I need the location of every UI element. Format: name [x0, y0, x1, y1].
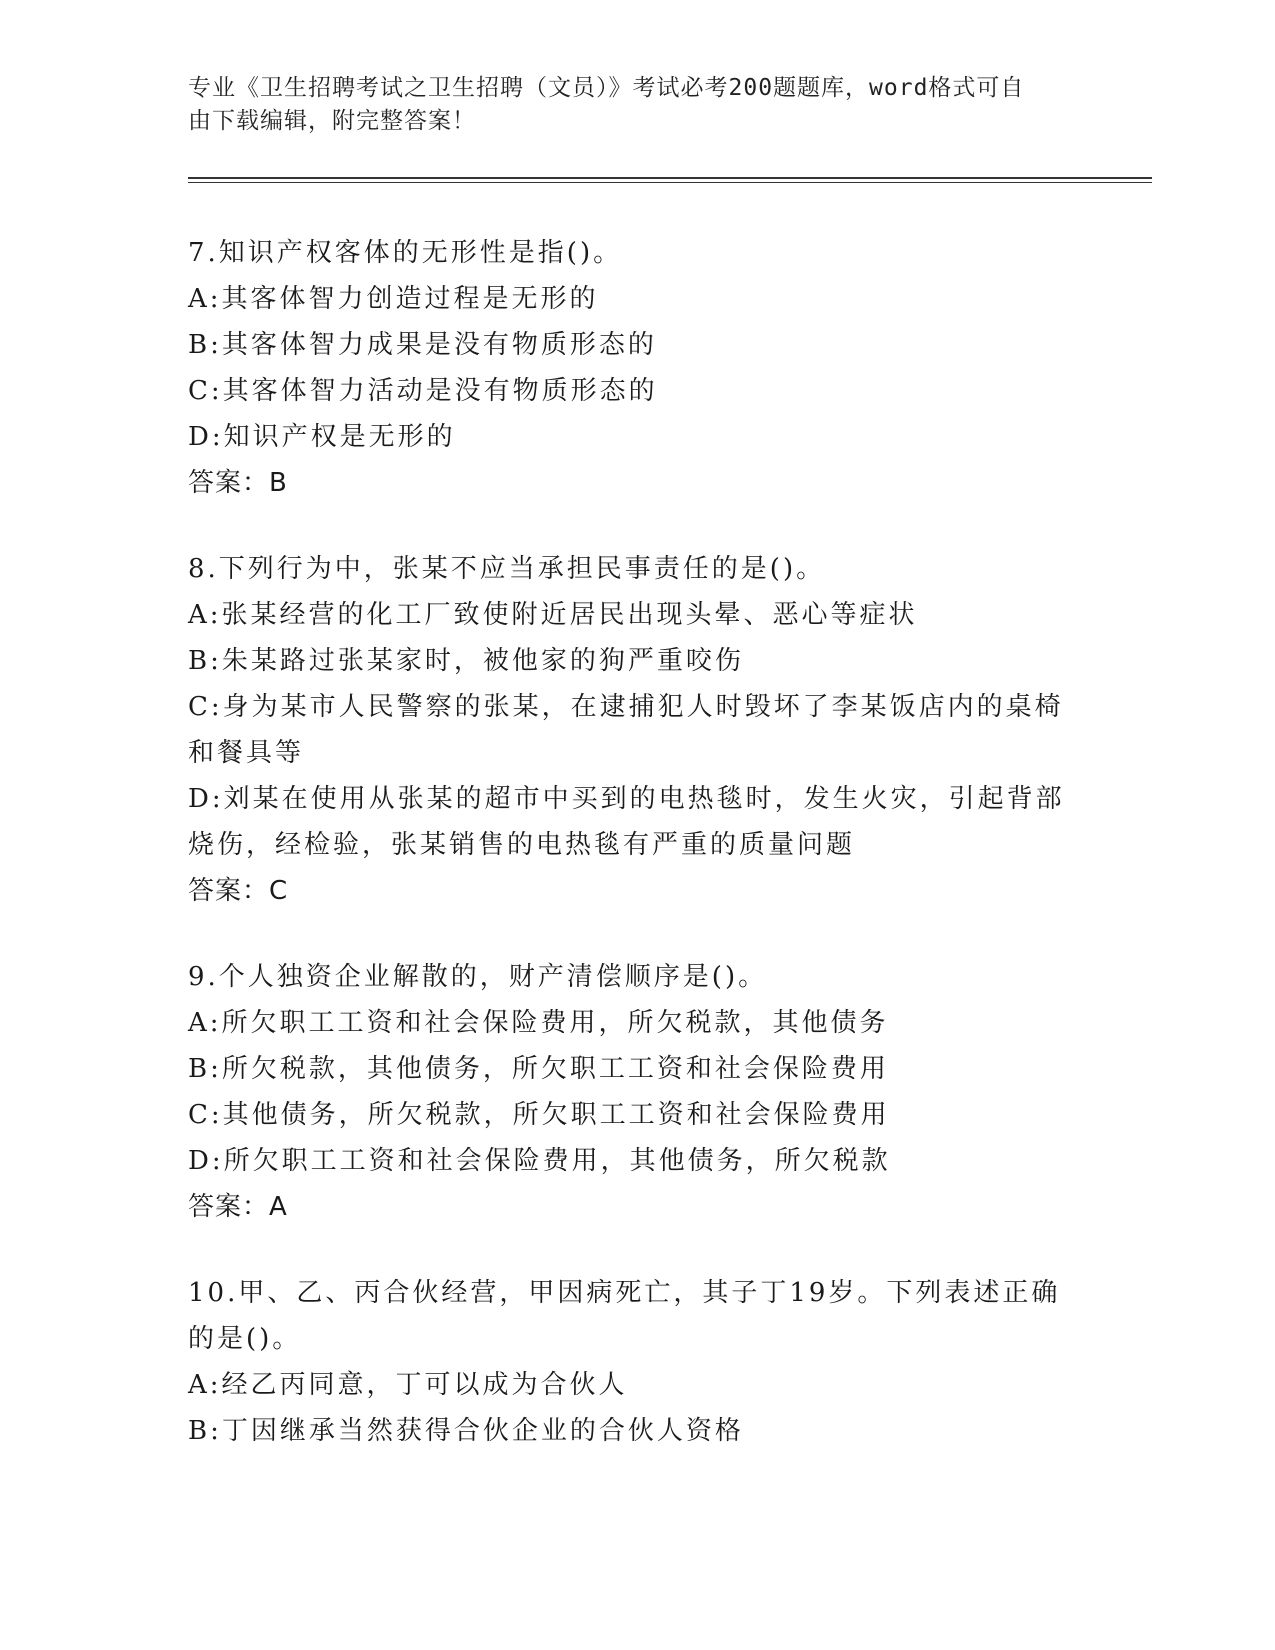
question-stem: 7.知识产权客体的无形性是指()。 [188, 238, 623, 268]
answer-option: B:朱某路过张某家时，被他家的狗严重咬伤 [188, 646, 744, 676]
header-line: 专业《卫生招聘考试之卫生招聘（文员）》考试必考200题题库，word格式可自 [188, 75, 1025, 101]
question-stem: 9.个人独资企业解散的，财产清偿顺序是()。 [188, 962, 768, 992]
answer-option: A:所欠职工工资和社会保险费用，所欠税款，其他债务 [188, 1008, 889, 1038]
answer-option: C:其客体智力活动是没有物质形态的 [188, 376, 658, 406]
question-stem: 8.下列行为中，张某不应当承担民事责任的是()。 [188, 554, 826, 584]
answer-option: B:丁因继承当然获得合伙企业的合伙人资格 [188, 1416, 744, 1446]
header-rule [188, 177, 1152, 179]
answer-option: 烧伤，经检验，张某销售的电热毯有严重的质量问题 [188, 830, 856, 860]
document-header [188, 72, 1068, 138]
question-block [188, 546, 1088, 914]
answer-option: A:张某经营的化工厂致使附近居民出现头晕、恶心等症状 [188, 600, 918, 630]
question-stem: 的是()。 [188, 1324, 302, 1354]
header-line: 由下载编辑，附完整答案！ [188, 108, 476, 134]
answer-option: 和餐具等 [188, 738, 305, 768]
answer-option: C:其他债务，所欠税款，所欠职工工资和社会保险费用 [188, 1100, 890, 1130]
question-block [188, 230, 1088, 506]
answer-option: C:身为某市人民警察的张某，在逮捕犯人时毁坏了李某饭店内的桌椅 [188, 692, 1064, 722]
answer-option: D:知识产权是无形的 [188, 422, 456, 452]
answer-option: A:其客体智力创造过程是无形的 [188, 284, 599, 314]
answer-option: A:经乙丙同意，丁可以成为合伙人 [188, 1370, 628, 1400]
answer-key: 答案：B [188, 468, 288, 498]
question-block [188, 954, 1088, 1230]
answer-option: B:所欠税款，其他债务，所欠职工工资和社会保险费用 [188, 1054, 889, 1084]
answer-option: D:刘某在使用从张某的超市中买到的电热毯时，发生火灾，引起背部 [188, 784, 1065, 814]
question-stem: 10.甲、乙、丙合伙经营，甲因病死亡，其子丁19岁。下列表述正确 [188, 1278, 1061, 1308]
answer-key: 答案：A [188, 1192, 288, 1222]
header-rule [188, 182, 1152, 183]
answer-key: 答案：C [188, 876, 289, 906]
question-block [188, 1270, 1088, 1454]
answer-option: D:所欠职工工资和社会保险费用，其他债务，所欠税款 [188, 1146, 891, 1176]
question-list [188, 230, 1088, 1494]
answer-option: B:其客体智力成果是没有物质形态的 [188, 330, 657, 360]
